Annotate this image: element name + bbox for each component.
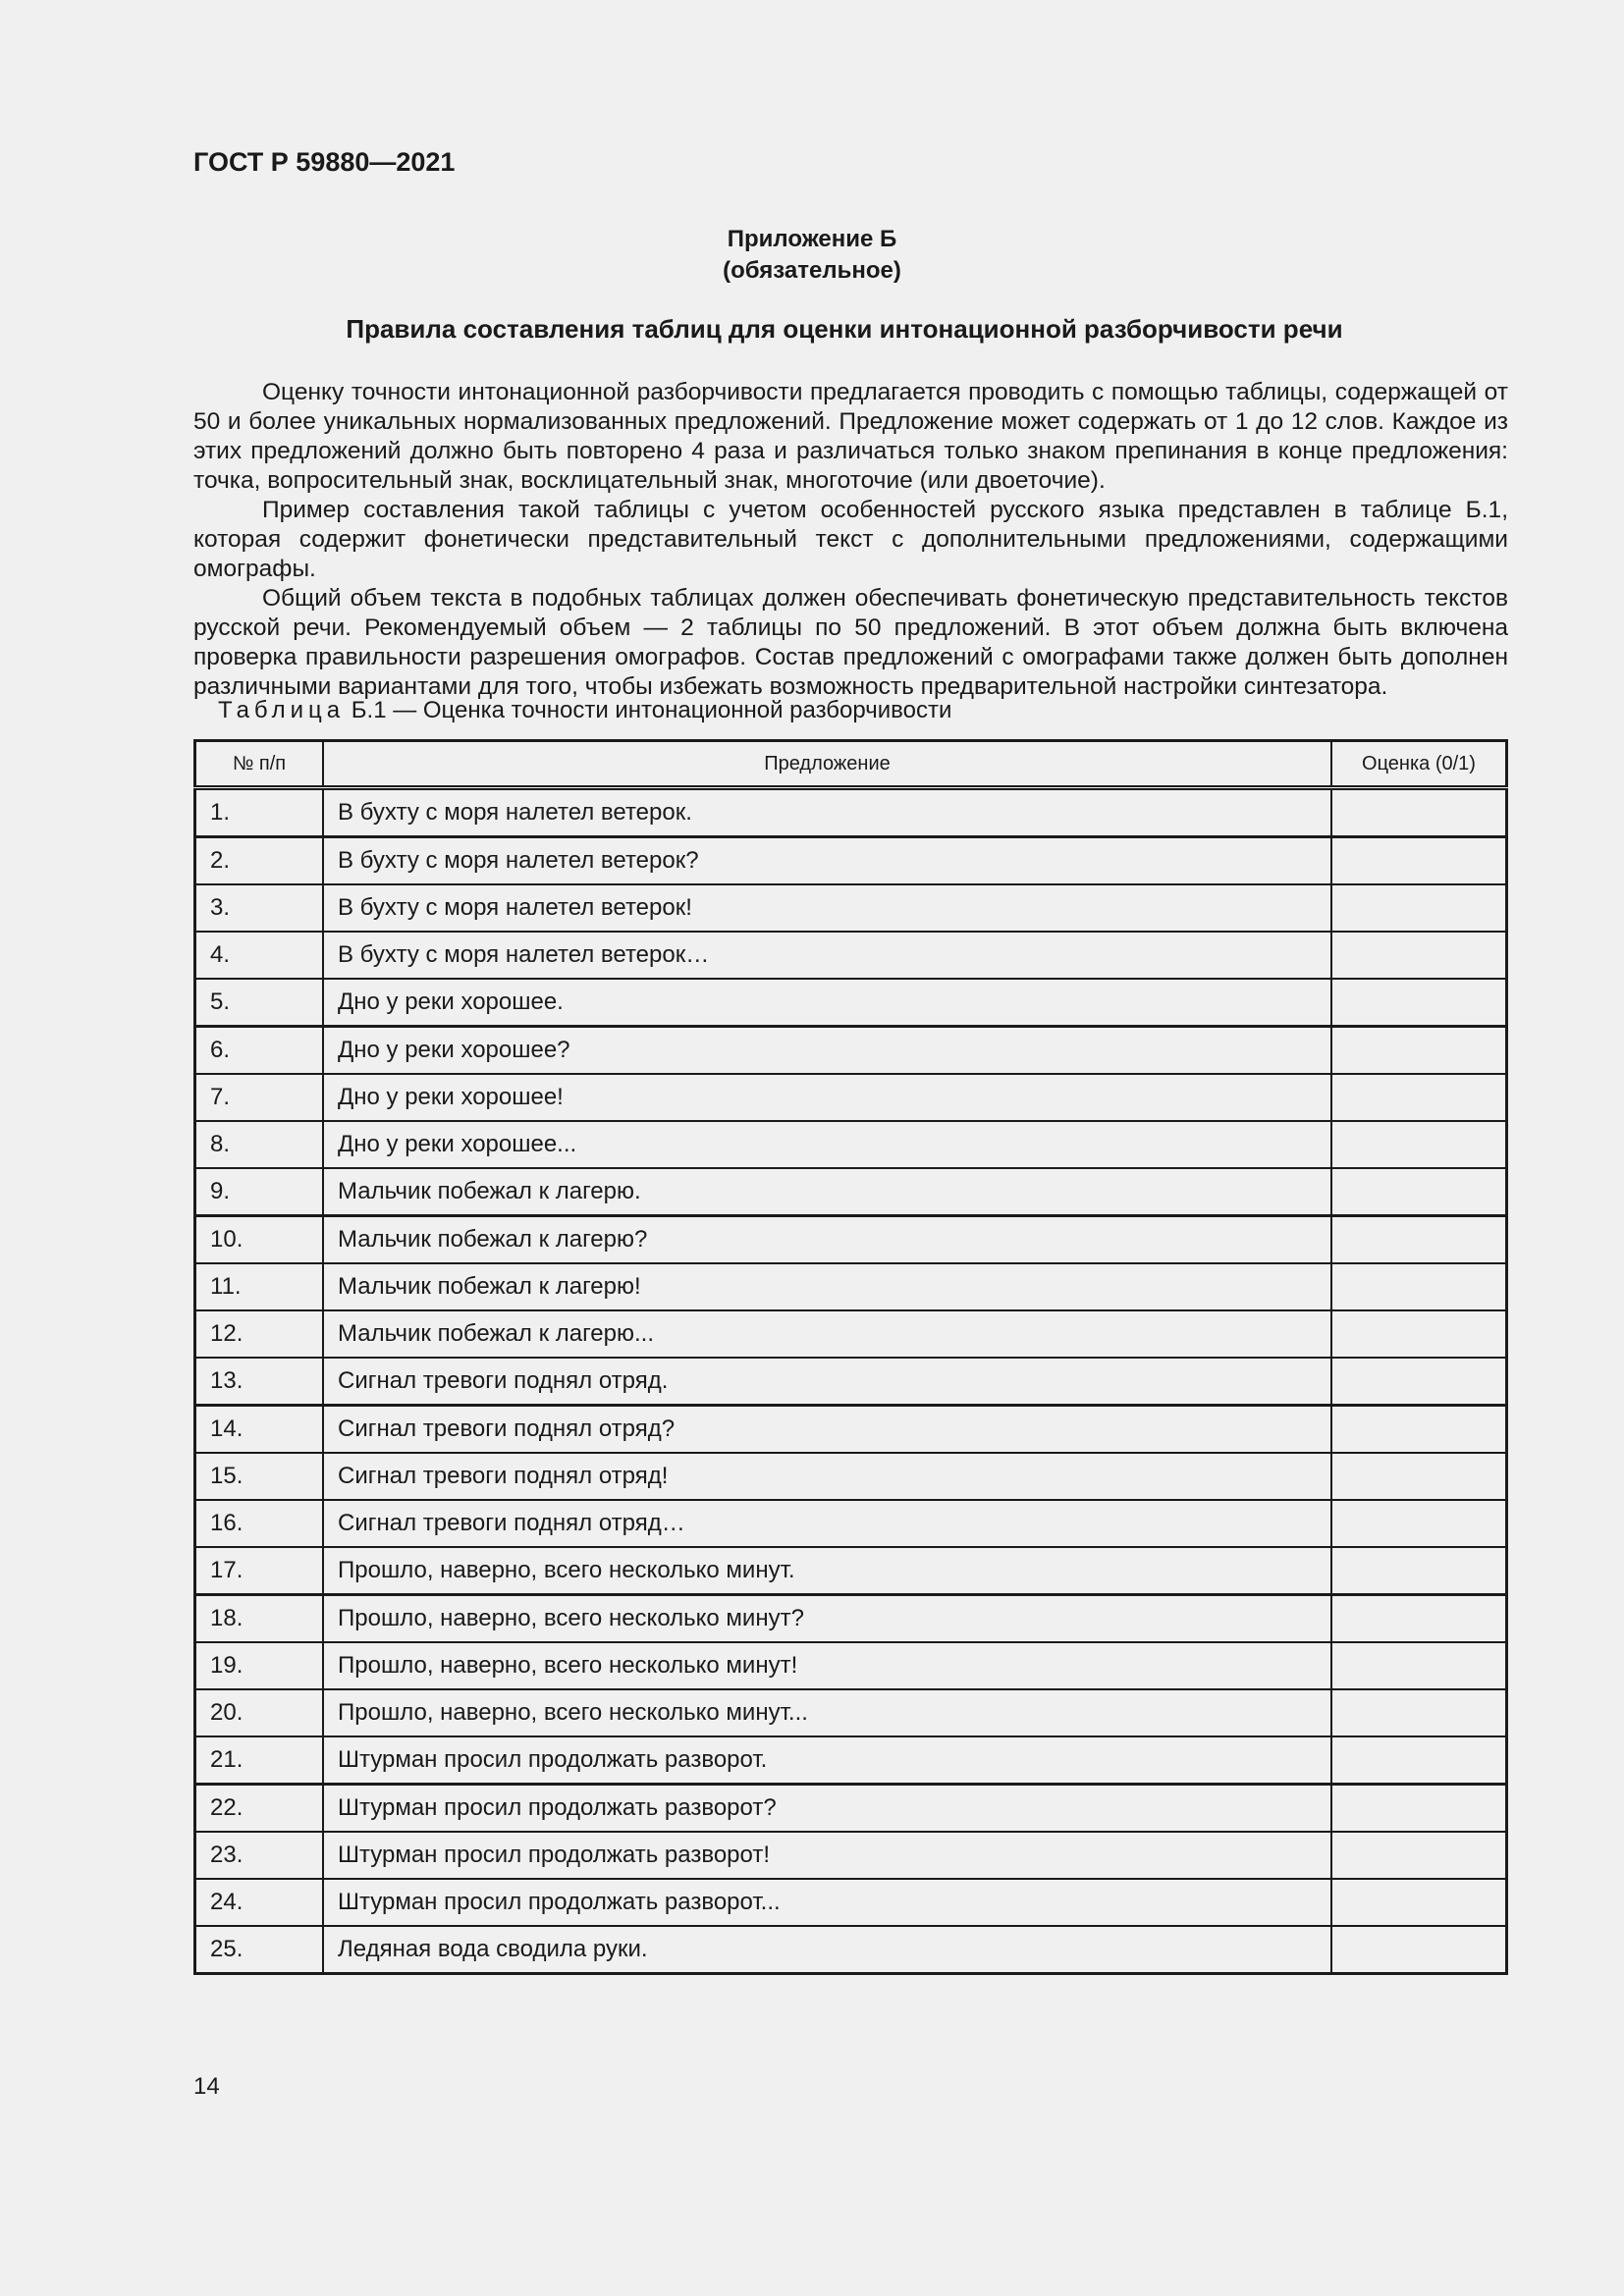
row-sentence: В бухту с моря налетел ветерок! — [323, 884, 1331, 932]
table-row — [195, 1121, 1507, 1168]
row-sentence: Мальчик побежал к лагерю! — [323, 1263, 1331, 1310]
row-score — [1331, 1832, 1507, 1879]
row-score — [1331, 1453, 1507, 1500]
table-caption-text: Б.1 — Оценка точности интонационной разборчивости — [351, 697, 952, 723]
table-row — [195, 837, 1507, 885]
row-sentence: Сигнал тревоги поднял отряд? — [323, 1406, 1331, 1454]
appendix-status: (обязательное) — [723, 257, 901, 284]
row-score — [1331, 1121, 1507, 1168]
row-score — [1331, 1500, 1507, 1547]
row-score — [1331, 1879, 1507, 1926]
row-score — [1331, 1216, 1507, 1264]
row-number: 23. — [195, 1832, 324, 1879]
row-sentence: Штурман просил продолжать разворот... — [323, 1879, 1331, 1926]
row-number: 22. — [195, 1785, 324, 1833]
row-score — [1331, 1027, 1507, 1075]
table-row — [195, 979, 1507, 1027]
row-number: 25. — [195, 1926, 324, 1974]
header-sentence: Предложение — [323, 741, 1331, 788]
table-row — [195, 788, 1507, 837]
appendix-heading — [0, 224, 1624, 287]
row-score — [1331, 1547, 1507, 1595]
table-row — [195, 1547, 1507, 1595]
row-number: 1. — [195, 788, 324, 837]
row-score — [1331, 788, 1507, 837]
row-score — [1331, 1736, 1507, 1785]
table-row — [195, 1926, 1507, 1974]
table-row — [195, 1736, 1507, 1785]
row-sentence: Прошло, наверно, всего несколько минут. — [323, 1547, 1331, 1595]
row-number: 2. — [195, 837, 324, 885]
row-sentence: Штурман просил продолжать разворот. — [323, 1736, 1331, 1785]
table-row — [195, 1263, 1507, 1310]
row-sentence: Дно у реки хорошее... — [323, 1121, 1331, 1168]
row-sentence: Прошло, наверно, всего несколько минут! — [323, 1642, 1331, 1689]
row-number: 3. — [195, 884, 324, 932]
row-sentence: В бухту с моря налетел ветерок… — [323, 932, 1331, 979]
row-score — [1331, 1263, 1507, 1310]
document-id: ГОСТ Р 59880—2021 — [193, 147, 456, 177]
body-text — [193, 378, 1508, 702]
paragraph: Пример составления такой таблицы с учетом особенностей русского языка представлен в таблице Б.1, которая содержит фонетически представительный текст с дополнительными предложениями, содержащими омографы. — [193, 497, 1508, 582]
table-caption-prefix: Таблица — [218, 697, 346, 723]
row-number: 8. — [195, 1121, 324, 1168]
row-number: 24. — [195, 1879, 324, 1926]
table-row — [195, 1595, 1507, 1643]
row-number: 12. — [195, 1310, 324, 1358]
row-sentence: Дно у реки хорошее! — [323, 1074, 1331, 1121]
row-sentence: Дно у реки хорошее. — [323, 979, 1331, 1027]
table-row — [195, 932, 1507, 979]
row-sentence: Штурман просил продолжать разворот! — [323, 1832, 1331, 1879]
table-row — [195, 884, 1507, 932]
table-row — [195, 1310, 1507, 1358]
row-number: 9. — [195, 1168, 324, 1216]
row-score — [1331, 1406, 1507, 1454]
row-sentence: Ледяная вода сводила руки. — [323, 1926, 1331, 1974]
row-score — [1331, 1642, 1507, 1689]
row-sentence: Мальчик побежал к лагерю... — [323, 1310, 1331, 1358]
row-score — [1331, 884, 1507, 932]
table-row — [195, 1358, 1507, 1406]
table-row — [195, 1500, 1507, 1547]
table-row — [195, 1216, 1507, 1264]
table-row — [195, 1074, 1507, 1121]
row-sentence: Прошло, наверно, всего несколько минут... — [323, 1689, 1331, 1736]
row-sentence: Мальчик побежал к лагерю? — [323, 1216, 1331, 1264]
row-sentence: В бухту с моря налетел ветерок. — [323, 788, 1331, 837]
appendix-title: Правила составления таблиц для оценки интонационной разборчивости речи — [346, 314, 1343, 344]
row-sentence: Мальчик побежал к лагерю. — [323, 1168, 1331, 1216]
row-score — [1331, 1689, 1507, 1736]
table-row — [195, 1168, 1507, 1216]
row-score — [1331, 1168, 1507, 1216]
page-number: 14 — [193, 2073, 220, 2100]
table-caption — [218, 697, 951, 724]
row-number: 18. — [195, 1595, 324, 1643]
row-sentence: Дно у реки хорошее? — [323, 1027, 1331, 1075]
row-sentence: Прошло, наверно, всего несколько минут? — [323, 1595, 1331, 1643]
row-number: 16. — [195, 1500, 324, 1547]
row-number: 13. — [195, 1358, 324, 1406]
row-number: 17. — [195, 1547, 324, 1595]
row-number: 10. — [195, 1216, 324, 1264]
row-number: 20. — [195, 1689, 324, 1736]
table-row — [195, 1785, 1507, 1833]
row-sentence: Сигнал тревоги поднял отряд… — [323, 1500, 1331, 1547]
row-score — [1331, 1785, 1507, 1833]
row-score — [1331, 1074, 1507, 1121]
table-row — [195, 1879, 1507, 1926]
row-number: 6. — [195, 1027, 324, 1075]
row-number: 7. — [195, 1074, 324, 1121]
row-score — [1331, 837, 1507, 885]
header-score: Оценка (0/1) — [1331, 741, 1507, 788]
row-sentence: Штурман просил продолжать разворот? — [323, 1785, 1331, 1833]
table-row — [195, 1406, 1507, 1454]
paragraph: Оценку точности интонационной разборчивости предлагается проводить с помощью таблицы, содержащей от 50 и более уникальных нормализованных предложений. Предложение может содержать от 1 до 12 слов. Каждое из этих предложений должно быть повторено 4 раза и различаться только знаком препинания в конце предложения: точка, вопросительный знак, восклицательный знак, многоточие (или двоеточие). — [193, 379, 1508, 494]
row-number: 4. — [195, 932, 324, 979]
row-number: 19. — [195, 1642, 324, 1689]
table-header-row — [195, 741, 1507, 788]
row-number: 15. — [195, 1453, 324, 1500]
table-row — [195, 1689, 1507, 1736]
header-number: № п/п — [195, 741, 324, 788]
row-score — [1331, 1310, 1507, 1358]
row-sentence: Сигнал тревоги поднял отряд! — [323, 1453, 1331, 1500]
row-score — [1331, 1595, 1507, 1643]
intonation-table — [193, 739, 1508, 1975]
row-number: 21. — [195, 1736, 324, 1785]
row-score — [1331, 932, 1507, 979]
row-number: 14. — [195, 1406, 324, 1454]
row-score — [1331, 1358, 1507, 1406]
table-row — [195, 1453, 1507, 1500]
row-sentence: Сигнал тревоги поднял отряд. — [323, 1358, 1331, 1406]
row-score — [1331, 1926, 1507, 1974]
table-row — [195, 1642, 1507, 1689]
row-number: 11. — [195, 1263, 324, 1310]
appendix-label: Приложение Б — [727, 226, 897, 252]
table-row — [195, 1027, 1507, 1075]
table-row — [195, 1832, 1507, 1879]
row-score — [1331, 979, 1507, 1027]
row-sentence: В бухту с моря налетел ветерок? — [323, 837, 1331, 885]
row-number: 5. — [195, 979, 324, 1027]
paragraph: Общий объем текста в подобных таблицах должен обеспечивать фонетическую представительность текстов русской речи. Рекомендуемый объем — 2 таблицы по 50 предложений. В этот объем должна быть включена проверка правильности разрешения омографов. Состав предложений с омографами также должен быть дополнен различными вариантами для того, чтобы избежать возможность предварительной настройки синтезатора. — [193, 585, 1508, 700]
